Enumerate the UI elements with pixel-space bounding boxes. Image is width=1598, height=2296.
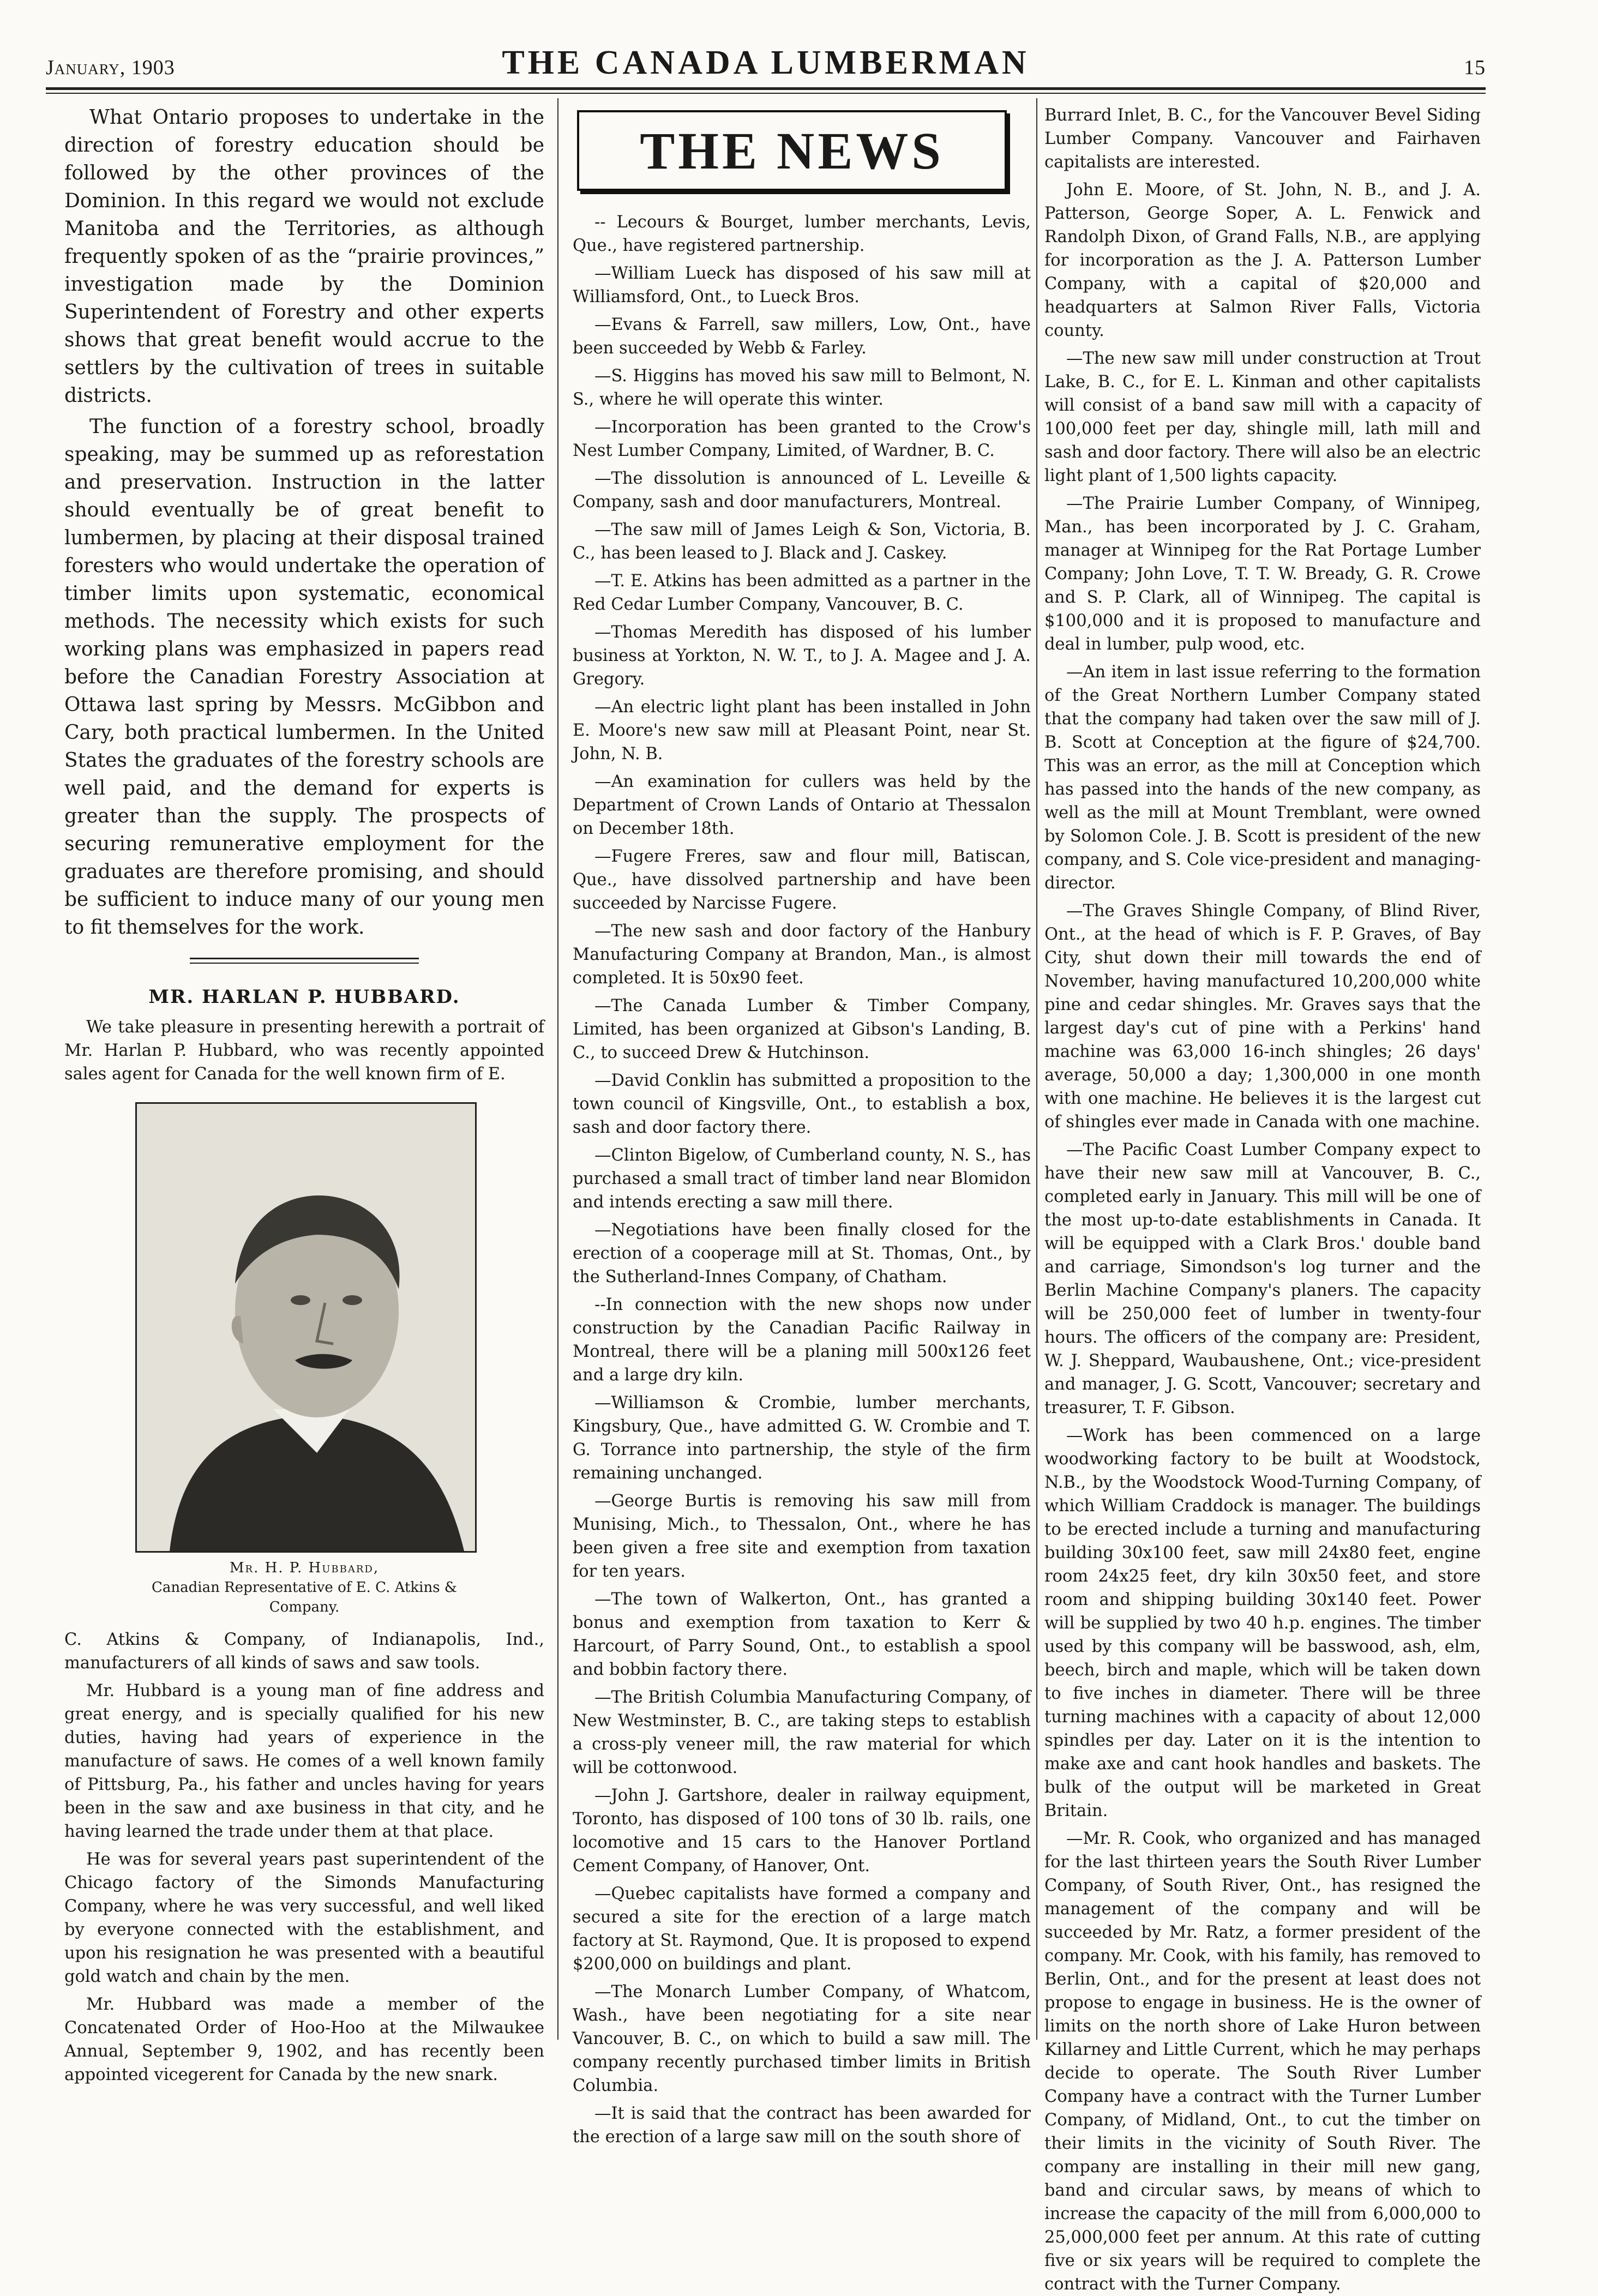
news-item: —The Pacific Coast Lumber Company expect to have their new saw mill at Vancouver, B. C., completed early in January. This mill will be one of the most up-to-date establishments in Canada. It will be equipped with a Clark Bros.' double band and carriage, Simondson's log turner and the Berlin Machine Company's planers. The capacity will be 250,000 feet of lumber in twenty-four hours. The officers of the company are: President, W. J. Sheppard, Waubaushene, Ont.; vice-president and manager, J. G. Scott, Vancouver; secretary and treasurer, T. F. Gibson. <box>1044 1140 1481 1417</box>
news-item: —William Lueck has disposed of his saw mill at Williamsford, Ont., to Lueck Bros. <box>573 264 1031 306</box>
news-item: Burrard Inlet, B. C., for the Vancouver Bevel Siding Lumber Company. Vancouver and Fairhaven capitalists are interested. <box>1044 106 1481 172</box>
masthead-rule <box>46 87 1486 90</box>
news-item: —Evans & Farrell, saw millers, Low, Ont., have been succeeded by Webb & Farley. <box>573 315 1031 358</box>
news-item: —The Canada Lumber & Timber Company, Limited, has been organized at Gibson's Landing, B. C., to succeed Drew & Hutchinson. <box>573 996 1031 1062</box>
news-item: —Mr. R. Cook, who organized and has managed for the last thirteen years the South River Lumber Company, of South River, Ont., has resigned the management of the company and will be succeeded by Mr. Ratz, a former president of the company. Mr. Cook, with his family, has removed to Berlin, Ont., and for the present at least does not propose to engage in business. He is the owner of limits on the north shore of Lake Huron between Killarney and Little Current, which he may perhaps decide to operate. The South River Lumber Company have a contract with the Turner Lumber Company, of Midland, Ont., to cut the timber on their limits in the vicinity of South River. The company are installing in their mill new gang, band and circular saws, by means of which to increase the capacity of the mill from 6,000,000 to 25,000,000 feet per annum. At this rate of cutting five or six years will be required to complete the contract with the Turner Company. <box>1044 1829 1481 2294</box>
news-item: —The dissolution is announced of L. Leveille & Company, sash and door manufacturers, Montreal. <box>573 469 1031 512</box>
news-section-title: THE NEWS <box>577 110 1007 191</box>
news-item: —Quebec capitalists have formed a company and secured a site for the erection of a large match factory at St. Raymond, Que. It is proposed to expend $200,000 on buildings and plant. <box>573 1884 1031 1974</box>
news-item: —An item in last issue referring to the formation of the Great Northern Lumber Company stated that the company had taken over the saw mill of J. B. Scott at Conception at the figure of $24,700. This was an error, as the mill at Conception which has passed into the hands of the new company, as well as the mill at Mount Tremblant, were owned by Solomon Cole. J. B. Scott is president of the new company, and S. Cole vice-president and managing-director. <box>1044 663 1481 893</box>
news-item: —John J. Gartshore, dealer in railway equipment, Toronto, has disposed of 100 tons of 30 lb. rails, one locomotive and 15 cars to the Hanover Portland Cement Company, of Hanover, Ont. <box>573 1786 1031 1876</box>
news-item: —The Prairie Lumber Company, of Winnipeg, Man., has been incorporated by J. C. Graham, manager at Winnipeg for the Rat Portage Lumber Company; John Love, T. T. W. Bready, G. R. Crowe and S. P. Clark, all of Winnipeg. The capital is $100,000 and it is proposed to manufacture and deal in lumber, pulp wood, etc. <box>1044 494 1481 654</box>
news-items-middle <box>573 211 1031 2149</box>
news-item: —Clinton Bigelow, of Cumberland county, N. S., has purchased a small tract of timber land near Blomidon and intends erecting a saw mill there. <box>573 1146 1031 1212</box>
masthead <box>46 44 1486 93</box>
news-item: -- Lecours & Bourget, lumber merchants, Levis, Que., have registered partnership. <box>573 213 1031 255</box>
news-item: —The Graves Shingle Company, of Blind River, Ont., at the head of which is F. P. Graves, of Bay City, shut down their mill towards the end of November, having manufactured 10,200,000 white pine and cedar shingles. Mr. Graves says that the largest day's cut of pine with a Perkins' hand machine was 63,000 16-inch shingles; 26 days' average, 50,000 a day; 1,300,000 in one month with one machine. He believes it is the largest cut of shingles ever made in Canada with one machine. <box>1044 901 1481 1132</box>
news-item: —David Conklin has submitted a proposition to the town council of Kingsville, Ont., to establish a box, sash and door factory there. <box>573 1071 1031 1137</box>
news-item: —Thomas Meredith has disposed of his lumber business at Yorkton, N. W. T., to J. A. Magee and J. A. Gregory. <box>573 623 1031 689</box>
article-paragraph: C. Atkins & Company, of Indianapolis, Ind., manufacturers of all kinds of saws and saw tools. <box>64 1630 544 1673</box>
news-item: —It is said that the contract has been awarded for the erection of a large saw mill on the south shore of <box>573 2104 1031 2147</box>
news-item: —The saw mill of James Leigh & Son, Victoria, B. C., has been leased to J. Black and J. Caskey. <box>573 520 1031 563</box>
caption-role: Canadian Representative of E. C. Atkins & Company. <box>152 1579 457 1615</box>
editorial-paragraph: The function of a forestry school, broadly speaking, may be summed up as reforestation and preservation. Instruction in the latter should eventually be of great benefit to lumbermen, by placing at their disposal trained foresters who would undertake the operation of timber limits upon systematic, economical methods. The necessity which exists for such working plans was emphasized in papers read before the Canadian Forestry Association at Ottawa last spring by Messrs. McGibbon and Cary, both practical lumbermen. In the United States the graduates of the forestry schools are well paid, and the demand for experts is greater than the supply. The prospects of securing remunerative employment for the graduates are therefore promising, and should be sufficient to induce many of our young men to fit themselves for the work. <box>64 416 544 939</box>
column-left <box>64 104 544 2084</box>
portrait-image <box>135 1102 477 1553</box>
masthead-rule-thin <box>46 93 1486 94</box>
news-item: John E. Moore, of St. John, N. B., and J. A. Patterson, George Soper, A. L. Fenwick and Randolph Dixon, of Grand Falls, N.B., are applying for incorporation as the J. A. Patterson Lumber Company, with a capital of $20,000 and headquarters at Salmon River Falls, Victoria county. <box>1044 181 1481 340</box>
news-item: —Work has been commenced on a large woodworking factory to be built at Woodstock, N.B., by the Woodstock Wood-Turning Company, of which William Craddock is manager. The buildings to be erected include a turning and manufacturing building 30x100 feet, saw mill 24x80 feet, engine room 24x25 feet, dry kiln 30x50 feet, and store room and shipping building 30x140 feet. Power will be supplied by two 40 h.p. engines. The timber used by this company will be basswood, ash, elm, beech, birch and maple, which will be taken down to five inches in diameter. There will be three turning machines with a capacity of about 12,000 spindles per day. Later on it is the intention to make axe and cant hook handles and baskets. The bulk of the output will be marketed in Great Britain. <box>1044 1426 1481 1820</box>
news-item: —The new sash and door factory of the Hanbury Manufacturing Company at Brandon, Man., is almost completed. It is 50x90 feet. <box>573 922 1031 988</box>
news-item: —The town of Walkerton, Ont., has granted a bonus and exemption from taxation to Kerr & Harcourt, of Parry Sound, Ont., to establish a spool and bobbin factory there. <box>573 1590 1031 1679</box>
caption-name: Mr. H. P. Hubbard, <box>229 1560 380 1576</box>
news-item: —An electric light plant has been installed in John E. Moore's new saw mill at Pleasant Point, near St. John, N. B. <box>573 698 1031 764</box>
portrait-illustration <box>137 1104 475 1551</box>
portrait-caption <box>135 1558 473 1617</box>
portrait-figure <box>135 1102 473 1617</box>
article-heading: MR. HARLAN P. HUBBARD. <box>148 986 460 1008</box>
editorial-paragraph: What Ontario proposes to undertake in the direction of forestry education should be followed by the other provinces of the Dominion. In this regard we would not exclude Manitoba and the Territories, as although frequently spoken of as the “prairie provinces,” investigation made by the Dominion Superintendent of Forestry and other experts shows that great benefit would accrue to the settlers by the cultivation of trees in suitable districts. <box>64 106 544 407</box>
news-item: —An examination for cullers was held by the Department of Crown Lands of Ontario at Thessalon on December 18th. <box>573 772 1031 838</box>
news-item: —Negotiations have been finally closed for the erection of a cooperage mill at St. Thomas, Ont., by the Sutherland-Innes Company, of Chatham. <box>573 1221 1031 1287</box>
news-items-right <box>1044 104 1481 2296</box>
column-right <box>1044 104 1481 2294</box>
issue-date: January, 1903 <box>46 56 175 79</box>
news-item: —Williamson & Crombie, lumber merchants, Kingsbury, Que., have admitted G. W. Crombie and T. G. Torrance into partnership, the style of the firm remaining unchanged. <box>573 1393 1031 1483</box>
article-paragraph: He was for several years past superintendent of the Chicago factory of the Simonds Manufacturing Company, where he was very successful, and well liked by everyone connected with the establishment, and upon his resignation he was presented with a beautiful gold watch and chain by the men. <box>64 1850 544 1986</box>
column-divider <box>1036 98 1037 2040</box>
column-middle <box>573 104 1031 2147</box>
news-item: —George Burtis is removing his saw mill from Munising, Mich., to Thessalon, Ont., where he has been given a free site and exemption from taxation for ten years. <box>573 1492 1031 1581</box>
article-paragraph: Mr. Hubbard is a young man of fine address and great energy, and is specially qualified for his new duties, having had years of experience in the manufacture of saws. He comes of a well known family of Pittsburg, Pa., his father and uncles having for years been in the saw and axe business in that city, and he having learned the trade under them at that place. <box>64 1681 544 1841</box>
news-item: —Incorporation has been granted to the Crow's Nest Lumber Company, Limited, of Wardner, B. C. <box>573 418 1031 460</box>
section-divider <box>190 958 419 964</box>
editorial <box>64 104 544 941</box>
page-number: 15 <box>1464 56 1486 79</box>
news-item: —S. Higgins has moved his saw mill to Belmont, N. S., where he will operate this winter. <box>573 366 1031 409</box>
news-item: --In connection with the new shops now under construction by the Canadian Pacific Railway in Montreal, there will be a planing mill 500x126 feet and a large dry kiln. <box>573 1295 1031 1385</box>
news-item: —The British Columbia Manufacturing Company, of New Westminster, B. C., are taking steps to establish a cross-ply veneer mill, the raw material for which will be cottonwood. <box>573 1688 1031 1777</box>
news-item: —The new saw mill under construction at Trout Lake, B. C., for E. L. Kinman and other capitalists will consist of a band saw mill with a capacity of 100,000 feet per day, shingle mill, lath mill and sash and door factory. There will also be an electric light plant of 1,500 lights capacity. <box>1044 349 1481 485</box>
article-lead: We take pleasure in presenting herewith a portrait of Mr. Harlan P. Hubbard, who was recently appointed sales agent for Canada for the well known firm of E. <box>64 1018 544 1084</box>
news-item: —The Monarch Lumber Company, of Whatcom, Wash., have been negotiating for a site near Vancouver, B. C., on which to build a saw mill. The company recently purchased timber limits in British Columbia. <box>573 1982 1031 2095</box>
column-divider <box>557 98 558 2040</box>
article-paragraph: Mr. Hubbard was made a member of the Concatenated Order of Hoo-Hoo at the Milwaukee Annual, September 9, 1902, and has recently been appointed vicegerent for Canada by the new snark. <box>64 1995 544 2084</box>
newspaper-title: THE CANADA LUMBERMAN <box>502 44 1030 81</box>
news-item: —Fugere Freres, saw and flour mill, Batiscan, Que., have dissolved partnership and have been succeeded by Narcisse Fugere. <box>573 847 1031 913</box>
news-item: —T. E. Atkins has been admitted as a partner in the Red Cedar Lumber Company, Vancouver, B. C. <box>573 572 1031 614</box>
